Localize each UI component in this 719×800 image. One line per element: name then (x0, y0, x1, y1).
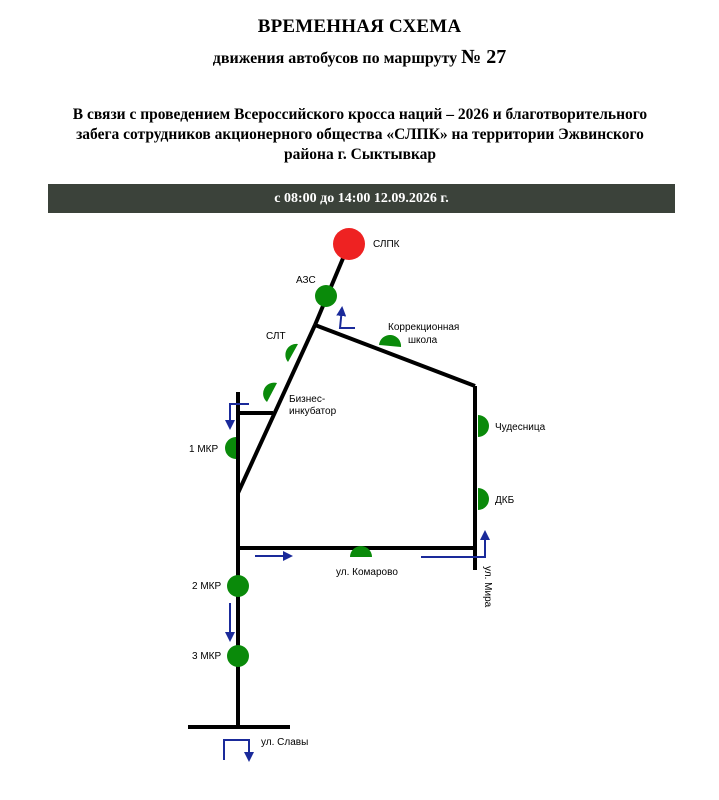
stop-dkb-icon (478, 488, 489, 510)
stop-1mkr-icon (225, 437, 236, 459)
document-title: ВРЕМЕННАЯ СХЕМА (257, 16, 462, 37)
label-slt: СЛТ (266, 331, 286, 342)
label-business-incubator: Бизнес- (289, 394, 326, 405)
label-3mkr: 3 МКР (192, 651, 222, 662)
notice-line: В связи с проведением Всероссийского кросса наций – 2026 и благотворительного (72, 106, 648, 123)
notice-line: забега сотрудников акционерного общества «СЛПК» на территории Эжвинского (76, 126, 644, 143)
time-period-bar: с 08:00 до 14:00 12.09.2026 г. (48, 184, 675, 213)
stop-business-incubator-icon (263, 383, 277, 402)
notice-line: района г. Сыктывкар (283, 146, 437, 163)
label-dkb: ДКБ (495, 495, 515, 506)
label-chudesnitsa: Чудесница (495, 422, 546, 433)
label-ul-mira: ул. Мира (482, 566, 493, 608)
stop-chudesnitsa-icon (478, 415, 489, 437)
road-azs-correction-school (315, 325, 475, 386)
label-business-incubator: инкубатор (289, 406, 337, 417)
subtitle-text: движения автобусов по маршруту (212, 50, 458, 67)
label-azs: АЗС (296, 275, 316, 286)
direction-arrow-icon (224, 740, 249, 760)
label-slpk: СЛПК (373, 239, 400, 250)
label-1mkr: 1 МКР (189, 444, 219, 455)
stop-correction-school-icon (379, 335, 401, 347)
label-correction-school: школа (408, 335, 438, 346)
stop-azs-icon (315, 285, 337, 307)
stop-2mkr-icon (227, 575, 249, 597)
stop-slpk-icon (333, 228, 365, 260)
direction-arrow-icon (340, 308, 355, 328)
label-ul-komarovo: ул. Комарово (336, 567, 398, 578)
route-number: № 27 (461, 46, 507, 68)
label-correction-school: Коррекционная (388, 322, 460, 333)
label-ul-slavy: ул. Славы (261, 737, 309, 748)
stop-3mkr-icon (227, 645, 249, 667)
stop-slt-icon (285, 344, 298, 362)
label-2mkr: 2 МКР (192, 581, 222, 592)
